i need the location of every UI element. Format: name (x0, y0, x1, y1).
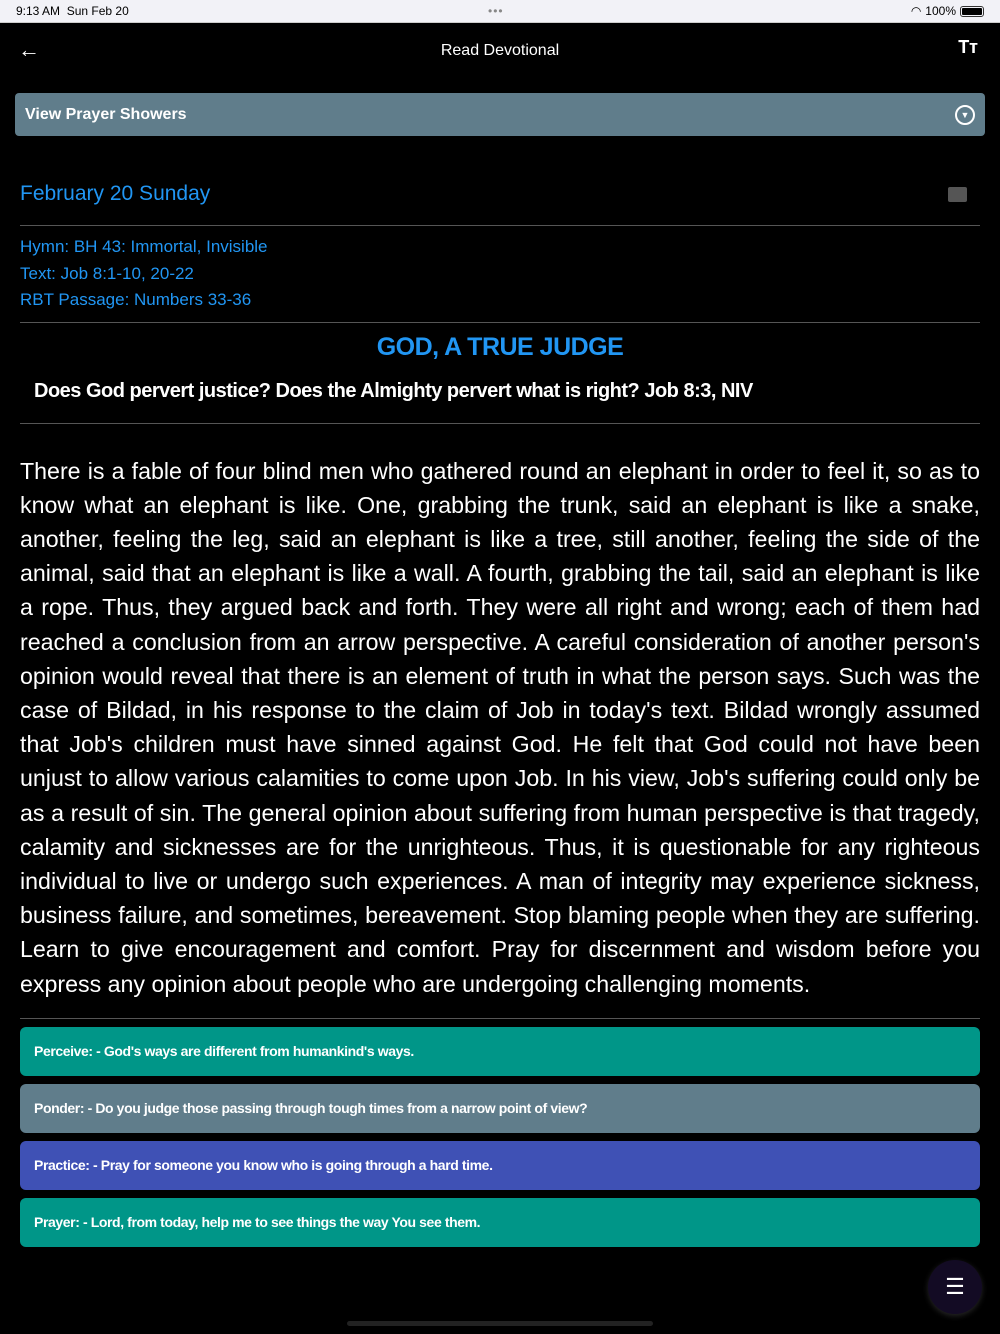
card-text: Prayer: - Lord, from today, help me to see things the way You see them. (34, 1214, 481, 1231)
chevron-down-circle-icon: ▼ (955, 105, 975, 125)
home-indicator (347, 1321, 653, 1326)
back-arrow-icon[interactable]: ← (18, 37, 40, 62)
divider (20, 1018, 980, 1019)
view-prayer-showers-button[interactable] (15, 93, 985, 136)
memory-verse: Does God pervert justice? Does the Almighty pervert what is right? Job 8:3, NIV (34, 379, 753, 402)
text-size-icon[interactable]: Tт (958, 37, 978, 57)
hymn: Hymn: BH 43: Immortal, Invisible (20, 237, 268, 256)
menu-fab-button[interactable] (928, 1260, 982, 1314)
perceive-card (20, 1027, 980, 1076)
wifi-icon: ◠ (910, 4, 922, 18)
battery-icon (960, 6, 984, 17)
rbt-passage: RBT Passage: Numbers 33-36 (20, 290, 252, 309)
scripture-text: Text: Job 8:1-10, 20-22 (20, 263, 194, 283)
divider (20, 423, 980, 424)
card-text: Ponder: - Do you judge those passing through tough times from a narrow point of view? (34, 1100, 588, 1117)
devotional-body: There is a fable of four blind men who gathered round an elephant in order to feel it, so as to know what an elephant is like. One, grabbing the trunk, said an elephant is like a snake, another, feeling the leg, said an elephant is like a tree, still another, feeling the side of the animal, said that an elephant is like a wall. A fourth, grabbing the tail, said an elephant is like a rope. Thus, they argued back and forth. They were all right and wrong; each of them had reached a conclusion from an arrow perspective. A careful consideration of another person's opinion would reveal that there is an element of truth in what the person says. Such was the case of Bildad, in his response to the claim of Job in today's text. Bildad wrongly assumed that Job's children must have sinned against God. He felt that God could not have been unjust to allow various calamities to come upon Job. In his view, Job's suffering could only be as a result of sin. The general opinion about suffering from human perspective is that tragedy, calamity and sicknesses are for the unrighteous. Thus, it is questionable for any righteous individual to live or undergo such experiences. A man of integrity may experience sickness, business failure, and sometimes, bereavement. Stop blaming people when they are suffering. Learn to give encouragement and comfort. Pray for discernment and wisdom before you express any opinion about people who are undergoing challenging moments. (20, 457, 980, 997)
status-time: 9:13 AM (16, 4, 61, 18)
status-date: Sun Feb 20 (66, 4, 129, 18)
prayer-card (20, 1198, 980, 1247)
devotional-meta (0, 226, 1000, 322)
divider (20, 322, 980, 323)
menu-icon: ☰ (945, 1274, 965, 1299)
devotional-date-row (20, 180, 980, 208)
ponder-card (20, 1084, 980, 1133)
multitask-dots-icon[interactable]: ••• (488, 4, 504, 18)
devotional-date: February 20 Sunday (20, 182, 211, 205)
nav-bar (0, 23, 1000, 79)
practice-card (20, 1141, 980, 1190)
status-bar (0, 0, 1000, 23)
prayer-showers-label: View Prayer Showers (25, 105, 187, 123)
note-icon[interactable] (948, 187, 967, 202)
card-text: Perceive: - God's ways are different from humankind's ways. (34, 1043, 414, 1060)
devotional-heading: GOD, A TRUE JUDGE (376, 332, 624, 361)
card-text: Practice: - Pray for someone you know who is going through a hard time. (34, 1157, 493, 1174)
battery-percent: 100% (925, 4, 956, 18)
page-title: Read Devotional (440, 42, 560, 59)
